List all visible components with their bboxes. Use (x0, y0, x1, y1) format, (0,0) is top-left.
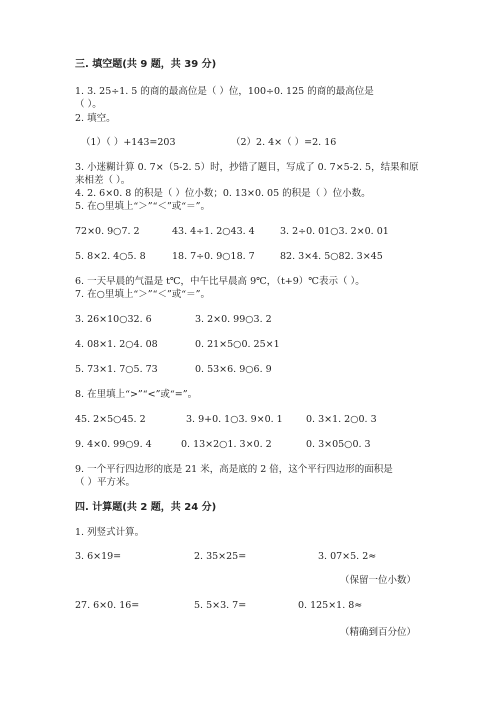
question-6: 6. 一天早晨的气温是 t℃，中午比早晨高 9℃，（t+9）℃表示（ ）。 (75, 276, 365, 287)
calc-row1-item3: 3. 07×5. 2≈ (318, 551, 377, 562)
question-9-line-1: 9. 一个平行四边形的底是 21 米，高是底的 2 倍，这个平行四边形的面积是 (75, 464, 393, 475)
question-9-line-2: （ ）平方米。 (75, 477, 136, 488)
calc-question-1-title: 1. 列竖式计算。 (75, 527, 145, 538)
question-1-line-2: （ ）。 (75, 99, 102, 110)
question-8-title: 8. 在里填上“>”“<”或“=”。 (75, 389, 198, 400)
q8-row1-item1: 45. 2×5○45. 2 (75, 414, 146, 425)
q5-row2-item3: 82. 3×4. 5○82. 3×45 (280, 251, 383, 262)
q8-row1-item2: 3. 9+0. 1○3. 9×0. 1 (186, 414, 283, 425)
calc-note-1: （保留一位小数） (340, 575, 417, 586)
q8-row2-item2: 0. 13×2○1. 3×0. 2 (181, 439, 272, 450)
q5-row1-item3: 3. 2÷0. 01○3. 2×0. 01 (280, 226, 389, 237)
question-3-line-2: 来相差（ ）。 (75, 175, 131, 186)
question-2-part-1: （1）（ ）+143=203 (81, 137, 176, 148)
q5-row2-item2: 18. 7÷0. 9○18. 7 (172, 251, 255, 262)
q8-row2-item1: 9. 4×0. 99○9. 4 (75, 439, 152, 450)
q5-row2-item1: 5. 8×2. 4○5. 8 (75, 251, 146, 262)
calc-row2-item2: 5. 5×3. 7= (194, 600, 247, 611)
question-2-title: 2. 填空。 (75, 113, 116, 124)
q5-row1-item1: 72×0. 9○7. 2 (75, 226, 140, 237)
question-3-line-1: 3. 小迷糊计算 0. 7×（5-2. 5）时，抄错了题目，写成了 0. 7×5-2. 5，结果和原 (75, 162, 419, 173)
calc-row2-item3: 0. 125×1. 8≈ (298, 600, 363, 611)
question-4: 4. 2. 6×0. 8 的积是（ ）位小数；0. 13×0. 05 的积是（ ）位小数。 (75, 188, 371, 199)
section-4-heading: 四. 计算题(共 2 题，共 24 分) (75, 502, 217, 513)
q7-row2-item1: 4. 08×1. 2○4. 08 (75, 339, 158, 350)
q7-row1-item2: 3. 2×0. 99○3. 2 (195, 314, 272, 325)
q5-row1-item2: 43. 4÷1. 2○43. 4 (172, 226, 255, 237)
calc-row1-item2: 2. 35×25= (194, 551, 247, 562)
q7-row2-item2: 0. 21×5○0. 25×1 (195, 339, 280, 350)
calc-note-2: （精确到百分位） (340, 627, 417, 638)
question-2-part-2: （2）2. 4×（ ）=2. 16 (231, 137, 337, 148)
calc-row1-item1: 3. 6×19= (75, 551, 122, 562)
q8-row1-item3: 0. 3×1. 2○0. 3 (306, 414, 377, 425)
q8-row2-item3: 0. 3×05○0. 3 (306, 439, 371, 450)
question-1-line-1: 1. 3. 25÷1. 5 的商的最高位是（ ）位，100÷0. 125 的商的最高位是 (75, 86, 374, 97)
calc-row2-item1: 27. 6×0. 16= (75, 600, 140, 611)
question-5-title: 5. 在○里填上“＞”“＜”或“＝”。 (75, 201, 211, 212)
question-7-title: 7. 在○里填上“＞”“＜”或“＝”。 (75, 289, 211, 300)
q7-row3-item1: 5. 73×1. 7○5. 73 (75, 364, 158, 375)
section-3-heading: 三. 填空题(共 9 题，共 39 分) (75, 59, 217, 70)
q7-row1-item1: 3. 26×10○32. 6 (75, 314, 152, 325)
q7-row3-item2: 0. 53×6. 9○6. 9 (195, 364, 272, 375)
